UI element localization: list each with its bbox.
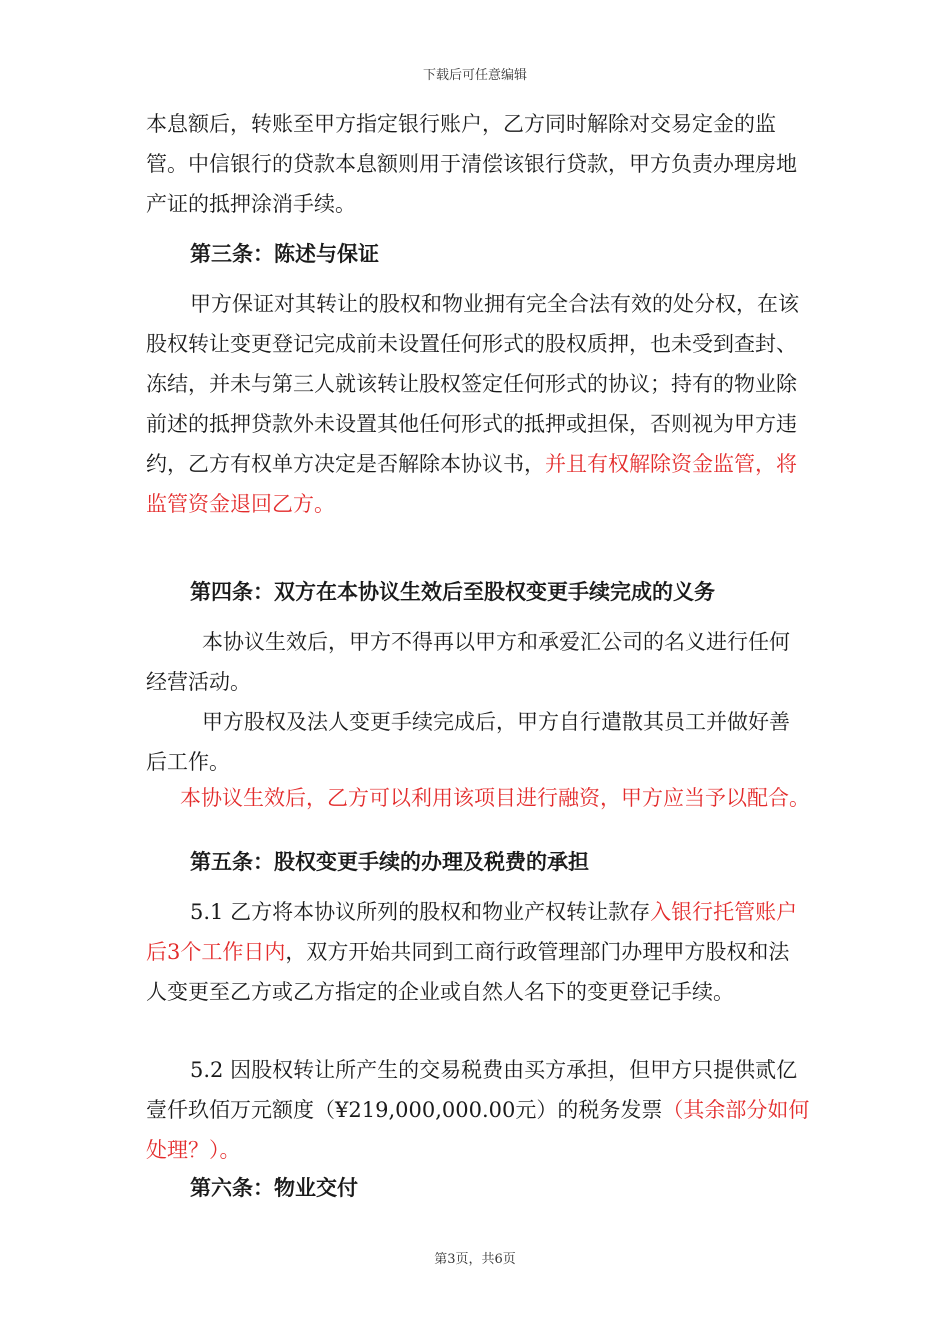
article-3-red-text: 并且有权解除资金监管，将监管资金退回乙方。	[146, 452, 797, 516]
article-3-heading-block	[146, 234, 810, 274]
article-4-text-3: 本协议生效后，乙方可以利用该项目进行融资，甲方应当予以配合。	[180, 786, 810, 810]
article-4-text-2: 甲方股权及法人变更手续完成后，甲方自行遣散其员工并做好善后工作。	[146, 710, 790, 774]
article-5-heading-block	[146, 842, 810, 882]
article-4-paragraph-2	[146, 702, 810, 782]
article-3-text: 甲方保证对其转让的股权和物业拥有完全合法有效的处分权，在该股权转让变更登记完成前未设置任何形式的股权质押，也未受到查封、冻结，并未与第三人就该转让股权签定任何形式的协议；持有的物业除前述的抵押贷款外未设置其他任何形式的抵押或担保，否则视为甲方违约，乙方有权单方决定是否解除本协议书，	[146, 292, 799, 476]
article-5-2-paragraph	[146, 1050, 810, 1170]
article-4-paragraph-1	[146, 622, 810, 702]
article-5-1-text-cont: ，双方开始共同到工商行政管理部门办理甲方股权和法人变更至乙方或乙方指定的企业或自然人名下的变更登记手续。	[146, 940, 790, 1004]
article-5-1-paragraph	[146, 892, 810, 1012]
article-6-heading: 第六条：物业交付	[190, 1175, 358, 1200]
article-5-2-text: 5.2 因股权转让所产生的交易税费由买方承担，但甲方只提供贰亿壹仟玖佰万元额度（¥219,000,000.00元）的税务发票	[146, 1058, 798, 1122]
article-4-paragraph-3	[146, 784, 810, 812]
intro-paragraph	[146, 104, 810, 224]
article-4-text-1: 本协议生效后，甲方不得再以甲方和承爱汇公司的名义进行任何经营活动。	[146, 630, 790, 694]
article-4-heading: 第四条：双方在本协议生效后至股权变更手续完成的义务	[190, 579, 715, 604]
page-header: 下载后可任意编辑	[422, 68, 527, 83]
article-5-2-red-text: （其余部分如何处理？）。	[146, 1098, 810, 1162]
article-3-paragraph	[146, 284, 810, 524]
article-4-heading-block	[146, 572, 810, 612]
article-5-heading: 第五条：股权变更手续的办理及税费的承担	[190, 849, 589, 874]
article-5-1-red-text: 入银行托管账户后3个工作日内	[146, 900, 798, 964]
article-5-1-text: 5.1 乙方将本协议所列的股权和物业产权转让款存	[190, 900, 651, 924]
intro-text: 本息额后，转账至甲方指定银行账户，乙方同时解除对交易定金的监管。中信银行的贷款本息额则用于清偿该银行贷款，甲方负责办理房地产证的抵押涂消手续。	[146, 112, 797, 216]
article-6-heading-block	[146, 1168, 810, 1208]
article-3-heading: 第三条：陈述与保证	[190, 241, 379, 266]
page-footer: 第3页，共6页	[434, 1252, 516, 1267]
